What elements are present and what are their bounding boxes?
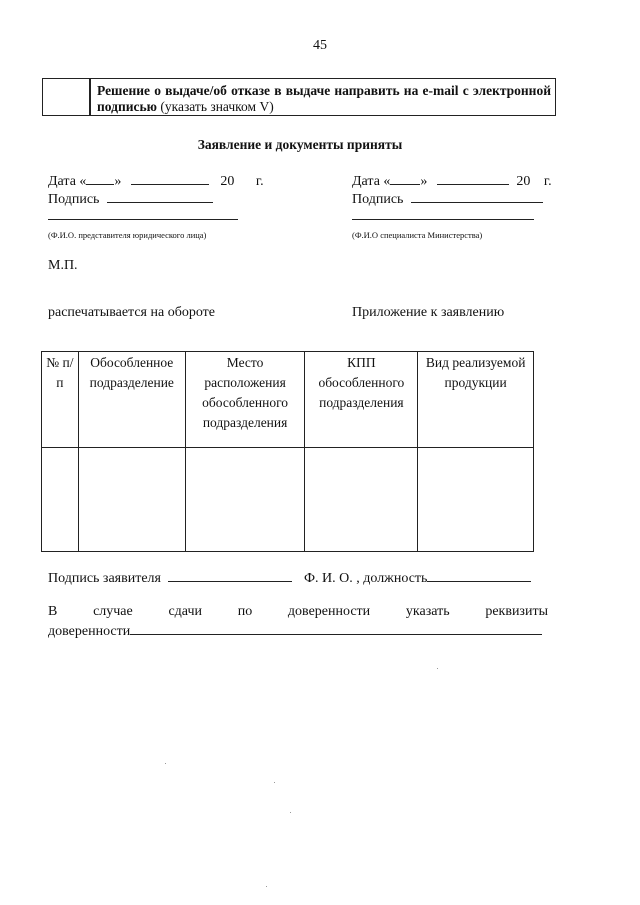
right-signature-label: Подпись [352, 192, 404, 207]
proxy-line-1 [48, 604, 548, 620]
col-product-header: Вид реализуемой продукции [418, 352, 534, 448]
col-location-header: Место расположения обособленного подразделения [185, 352, 305, 448]
applicant-signature-field[interactable] [168, 569, 292, 582]
left-date-mid: » [114, 174, 122, 189]
table-cell[interactable] [418, 448, 534, 552]
right-date-suffix: г. [543, 174, 552, 189]
proxy-word: указать [405, 604, 450, 619]
right-signature-field[interactable] [411, 190, 543, 203]
right-date-line [352, 172, 552, 190]
decision-text [91, 79, 555, 115]
left-signature-field[interactable] [107, 190, 213, 203]
right-fio-field[interactable] [352, 219, 534, 220]
table-row [42, 448, 534, 552]
applicant-signature-label: Подпись заявителя [48, 571, 161, 586]
decision-box [42, 78, 556, 116]
scan-speck [290, 812, 291, 813]
table-cell[interactable] [42, 448, 79, 552]
right-month-field[interactable] [437, 172, 509, 185]
left-date-suffix: г. [255, 174, 264, 189]
decision-normal-text: (указать значком V) [156, 99, 274, 114]
page-number: 45 [313, 38, 327, 53]
table-header-row [42, 352, 534, 448]
scan-speck [165, 763, 166, 764]
right-date-year: 20 [516, 174, 531, 189]
right-date-mid: » [420, 174, 428, 189]
left-caption: (Ф.И.О. представителя юридического лица) [48, 230, 207, 240]
proxy-word: реквизиты [485, 604, 548, 619]
table-cell[interactable] [185, 448, 305, 552]
appendix-note: Приложение к заявлению [352, 305, 505, 320]
col-subdivision-header: Обособленное подразделение [78, 352, 185, 448]
scan-speck [437, 668, 438, 669]
print-on-back-note: распечатывается на обороте [48, 305, 215, 320]
right-day-field[interactable] [390, 172, 420, 185]
right-signature-line [352, 190, 543, 208]
left-date-year: 20 [220, 174, 235, 189]
proxy-word: В [48, 604, 58, 619]
section-heading: Заявление и документы приняты [197, 137, 403, 152]
proxy-word: по [237, 604, 253, 619]
table-cell[interactable] [78, 448, 185, 552]
left-month-field[interactable] [131, 172, 209, 185]
left-date-line [48, 172, 264, 190]
col-kpp-header: КПП обособленного подразделения [305, 352, 418, 448]
scan-speck [266, 886, 267, 887]
proxy-line-2 [48, 622, 542, 640]
decision-bold-text: Решение о выдаче/об отказе в выдаче направить на e-mail с электронной подписью [97, 83, 551, 114]
right-date-prefix: Дата « [352, 174, 391, 189]
table-cell[interactable] [305, 448, 418, 552]
left-day-field[interactable] [86, 172, 114, 185]
decision-checkbox-cell[interactable] [43, 79, 91, 115]
proxy-word: сдачи [168, 604, 202, 619]
applicant-signature-line [48, 569, 531, 587]
left-signature-label: Подпись [48, 192, 100, 207]
proxy-details-field[interactable] [130, 622, 542, 635]
proxy-word: случае [93, 604, 133, 619]
proxy-word: доверенности [287, 604, 371, 619]
left-date-prefix: Дата « [48, 174, 87, 189]
applicant-fio-field[interactable] [427, 569, 531, 582]
subdivisions-table [41, 351, 534, 552]
proxy-second-label: доверенности [48, 624, 131, 639]
applicant-fio-label: Ф. И. О. , должность [303, 571, 428, 586]
left-signature-line [48, 190, 213, 208]
stamp-label: М.П. [48, 258, 78, 273]
col-number-header: № п/п [42, 352, 79, 448]
left-fio-field[interactable] [48, 219, 238, 220]
scan-speck [274, 782, 275, 783]
right-caption: (Ф.И.О специалиста Министерства) [352, 230, 483, 240]
